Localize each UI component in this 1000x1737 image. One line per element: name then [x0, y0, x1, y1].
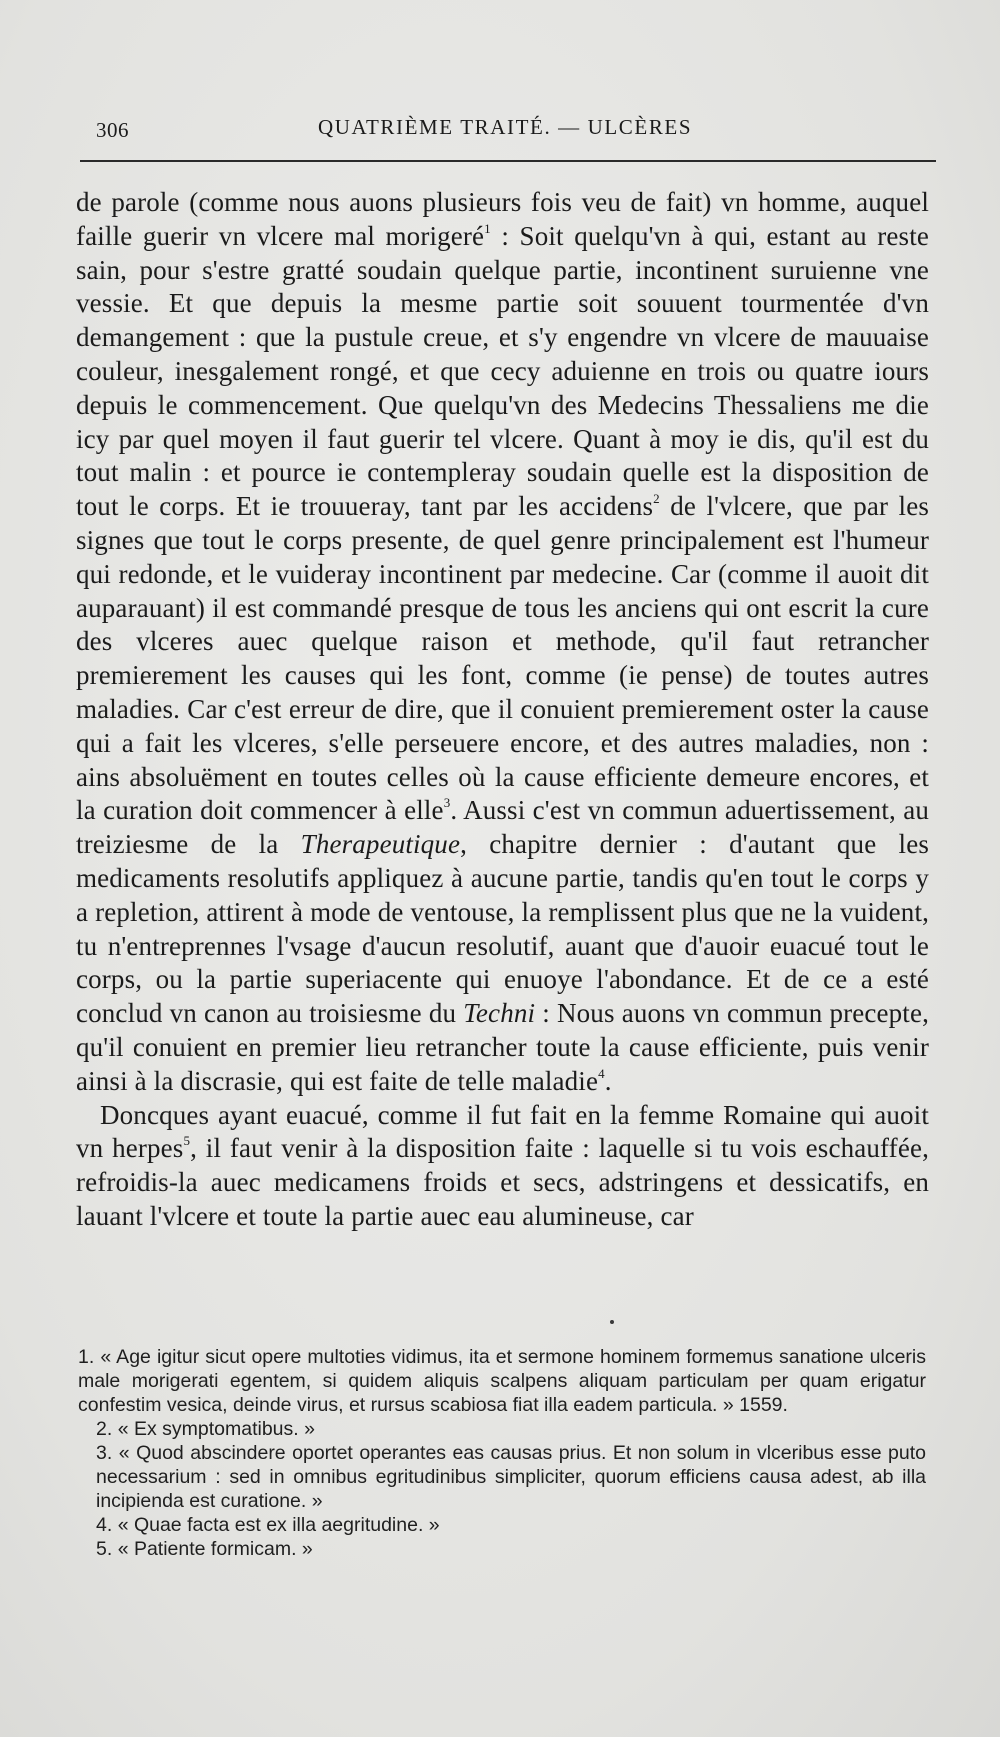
text-run: de parole (comme nous auons plusieurs fois veu de fait) vn homme, auquel faille guerir vn vlcere mal morigeré: [76, 187, 929, 251]
text-run: , chapitre dernier : d'autant que les medicaments resolutifs appliquez à aucune partie, tandis qu'en tout le corps y a repletion, attirent à mode de ventouse, la remplissent plus que ne la vuident, tu n'entreprennes l'vsage d'aucun resolutif, auant que d'auoir euacué tout le corps, ou la partie superiacente qui enuoye l'abondance. Et de ce a esté conclud vn canon au troisiesme du: [76, 829, 929, 1029]
footnote-text: « Quae facta est ex illa aegritudine. »: [117, 1514, 440, 1536]
text-run: . Aussi c'est vn commun aduertissement, au treiziesme de la: [76, 795, 929, 860]
footnote-number: 1.: [78, 1346, 95, 1368]
footnote-text: « Patiente formicam. »: [117, 1538, 313, 1560]
footnote-text: « Quod abscindere oportet operantes eas causas prius. Et non solum in vlceribus esse puto necessarium : sed in omnibus egritudinibus simpliciter, quorum efficiens causa adest, ab illa incipienda est curatione. »: [96, 1442, 926, 1512]
footnote-ref-1[interactable]: 1: [484, 220, 491, 236]
header-rule: [80, 160, 936, 162]
footnote-2: [78, 1417, 926, 1441]
footnote-1: [78, 1345, 926, 1417]
print-speck: [610, 1320, 614, 1324]
text-run: .: [604, 1065, 612, 1096]
work-title-therapeutique: Therapeutique: [300, 829, 461, 860]
footnote-number: 4.: [96, 1514, 113, 1536]
footnote-text: « Ex symptomatibus. »: [117, 1418, 315, 1440]
text-run: , il faut venir à la disposition faite : laquelle si tu vois eschauffée, refroidis-la auec medicamens froids et secs, adstringens et dessicatifs, en lauant l'vlcere et toute la partie auec eau alumineuse, car: [76, 1133, 929, 1231]
paragraph-1: [76, 186, 929, 1099]
footnote-ref-5[interactable]: 5: [183, 1133, 191, 1149]
text-run: de l'vlcere, que par les signes que tout le corps presente, de quel genre principalement est l'humeur qui redonde, et le vuideray incontinent par medecine. Car (comme il auoit dit auparauant) il est commandé presque de tous les anciens qui ont escrit la cure des vlceres auec quelque raison et methode, qu'il faut retrancher premierement les causes qui les font, comme (ie pense) de toutes autres maladies. Car c'est erreur de dire, que il conuient premierement oster la cause qui a fait les vlceres, s'elle perseuere encore, et des autres maladies, non : ains absoluëment en toutes celles où la cause efficiente demeure encores, et la curation doit commencer à elle: [76, 491, 930, 826]
footnote-4: [78, 1513, 926, 1537]
footnote-ref-3[interactable]: 3: [443, 795, 451, 811]
work-title-techni: Techni: [463, 998, 536, 1029]
footnote-text: « Age igitur sicut opere multoties vidimus, ita et sermone hominem formemus sanatione ulceris male morigerati egentem, si quidem aliquis scalpens aliquam particulam per quam erigatur confestim vesica, deinde virus, et rursus scabiosa fiat illa eadem particula. » 1559.: [78, 1346, 927, 1416]
footnotes: [78, 1345, 926, 1561]
footnote-number: 5.: [96, 1538, 113, 1560]
footnote-5: [78, 1537, 926, 1561]
footnote-3: [78, 1441, 926, 1513]
footnote-number: 2.: [96, 1418, 113, 1440]
text-run: : Nous auons vn commun precepte, qu'il conuient en premier lieu retrancher toute la cause efficiente, puis venir ainsi à la discrasie, qui est faite de telle maladie: [76, 998, 929, 1096]
text-run: : Soit quelqu'vn à qui, estant au reste sain, pour s'estre gratté soudain quelque partie, incontinent suruienne vne vessie. Et que depuis la mesme partie soit souuent tourmentée d'vn demangement : que la pustule creue, et s'y engendre vn vlcere de mauuaise couleur, inesgalement rongé, et que cecy aduienne en trois ou quatre iours depuis le commencement. Que quelqu'vn des Medecins Thessaliens me die icy par quel moyen il faut guerir tel vlcere. Quant à moy ie dis, qu'il est du tout malin : et pource ie contempleray soudain quelle est la disposition de tout le corps. Et ie trouueray, tant par les accidens: [76, 220, 929, 522]
footnote-number: 3.: [96, 1442, 113, 1464]
footnote-ref-2[interactable]: 2: [653, 491, 660, 507]
page-number: 306: [96, 118, 129, 142]
running-title: QUATRIÈME TRAITÉ. — ULCÈRES: [318, 115, 693, 139]
page-header: [96, 112, 936, 146]
text-run: Doncques ayant euacué, comme il fut fait en la femme Romaine qui auoit vn herpes: [76, 1099, 929, 1164]
paragraph-2: [76, 1099, 929, 1234]
main-text: [76, 186, 929, 1234]
footnote-ref-4[interactable]: 4: [598, 1065, 605, 1081]
